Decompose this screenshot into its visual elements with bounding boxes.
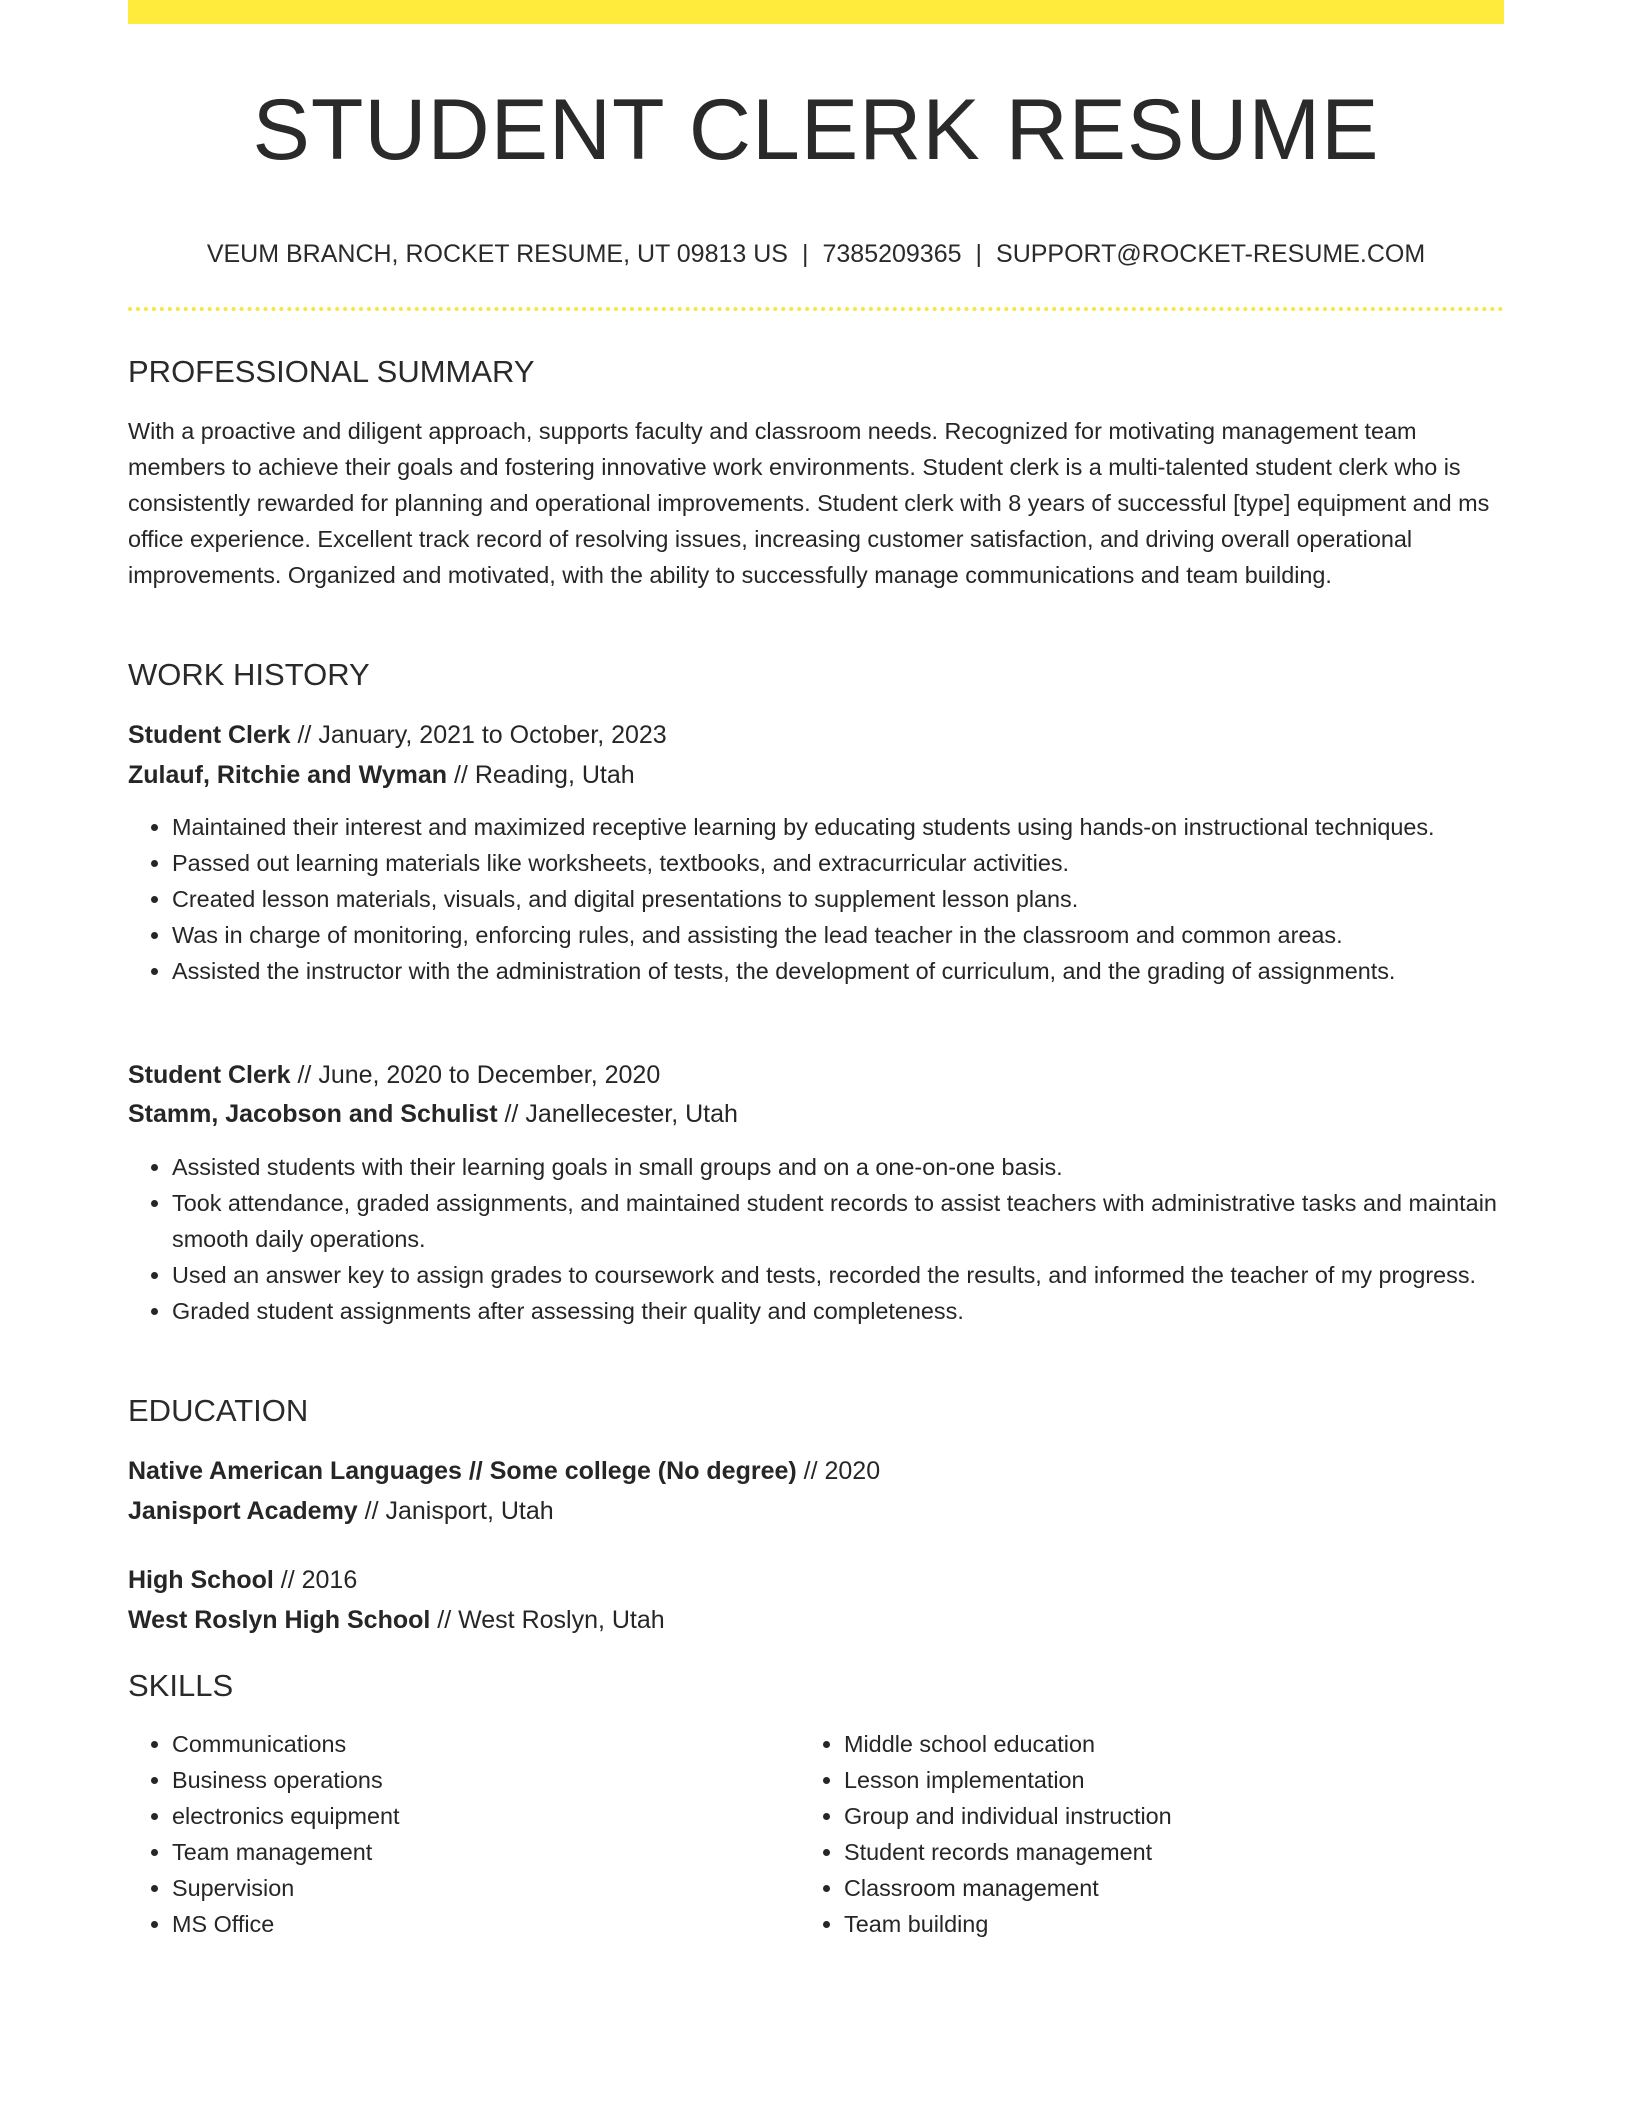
- accent-bar: [128, 0, 1504, 24]
- education-1-year: // 2020: [796, 1457, 881, 1485]
- education-1-location: // Janisport, Utah: [357, 1497, 554, 1525]
- job-2-title: Student Clerk: [128, 1061, 291, 1089]
- job-1-company: Zulauf, Ritchie and Wyman: [128, 761, 448, 789]
- summary-heading: PROFESSIONAL SUMMARY: [128, 354, 535, 389]
- list-item: • Passed out learning materials like worksheets, textbooks, and extracurricular activities.: [172, 845, 1504, 881]
- list-item: • Was in charge of monitoring, enforcing rules, and assisting the lead teacher in the classroom and common areas.: [172, 917, 1504, 953]
- education-2-degree: High School: [128, 1566, 274, 1594]
- education-1-school-line: [128, 1493, 554, 1529]
- education-2-school: West Roslyn High School: [128, 1606, 431, 1634]
- list-item: • Team management: [172, 1834, 808, 1870]
- education-2-degree-line: [128, 1562, 357, 1598]
- skills-heading: SKILLS: [128, 1668, 234, 1703]
- education-2-year: // 2016: [273, 1566, 358, 1594]
- skills-list-left: [128, 1726, 808, 1942]
- list-item: • Classroom management: [844, 1870, 1480, 1906]
- job-2-title-line: [128, 1057, 660, 1093]
- list-item: • Student records management: [844, 1834, 1480, 1870]
- job-2-company-line: [128, 1096, 738, 1132]
- list-item: • Assisted students with their learning goals in small groups and on a one-on-one basis.: [172, 1149, 1504, 1185]
- education-1-school: Janisport Academy: [128, 1497, 358, 1525]
- contact-email: SUPPORT@ROCKET-RESUME.COM: [996, 240, 1426, 268]
- list-item: • Communications: [172, 1726, 808, 1762]
- list-item: • Assisted the instructor with the administration of tests, the development of curriculum, and the grading of assignments.: [172, 953, 1504, 989]
- contact-line: [128, 236, 1504, 272]
- job-1-location: // Reading, Utah: [447, 761, 635, 789]
- job-1-title: Student Clerk: [128, 721, 291, 749]
- contact-separator: |: [801, 240, 809, 268]
- contact-address: VEUM BRANCH, ROCKET RESUME, UT 09813 US: [206, 240, 788, 268]
- list-item: • MS Office: [172, 1906, 808, 1942]
- list-item: • Maintained their interest and maximized receptive learning by educating students using hands-on instructional techniques.: [172, 809, 1504, 845]
- contact-separator: |: [975, 240, 983, 268]
- list-item: • Graded student assignments after assessing their quality and completeness.: [172, 1293, 1504, 1329]
- job-2-dates: // June, 2020 to December, 2020: [290, 1061, 661, 1089]
- job-2-location: // Janellecester, Utah: [497, 1100, 738, 1128]
- job-1-company-line: [128, 757, 635, 793]
- contact-phone: 7385209365: [822, 240, 962, 268]
- job-1-title-line: [128, 717, 667, 753]
- education-1-degree-line: [128, 1453, 880, 1489]
- list-item: • Supervision: [172, 1870, 808, 1906]
- education-2-school-line: [128, 1602, 665, 1638]
- job-1-dates: // January, 2021 to October, 2023: [290, 721, 667, 749]
- job-2-bullets: [128, 1149, 1504, 1329]
- list-item: • Lesson implementation: [844, 1762, 1480, 1798]
- list-item: • Took attendance, graded assignments, and maintained student records to assist teachers with administrative tasks and maintain smooth daily operations.: [172, 1185, 1504, 1257]
- education-1-degree: Native American Languages // Some college (No degree): [128, 1457, 797, 1485]
- education-2-location: // West Roslyn, Utah: [430, 1606, 665, 1634]
- dotted-divider: [128, 307, 1504, 311]
- skills-list-right: [800, 1726, 1480, 1942]
- list-item: • electronics equipment: [172, 1798, 808, 1834]
- list-item: • Middle school education: [844, 1726, 1480, 1762]
- list-item: • Business operations: [172, 1762, 808, 1798]
- education-heading: EDUCATION: [128, 1393, 309, 1428]
- job-2-company: Stamm, Jacobson and Schulist: [128, 1100, 498, 1128]
- list-item: • Used an answer key to assign grades to coursework and tests, recorded the results, and informed the teacher of my progress.: [172, 1257, 1504, 1293]
- summary-text: With a proactive and diligent approach, supports faculty and classroom needs. Recognized for motivating management team members to achieve their goals and fostering innovative work environments. Student clerk is a multi-talented student clerk who is consistently rewarded for planning and operational improvements. Student clerk with 8 years of successful [type] equipment and ms office experience. Excellent track record of resolving issues, increasing customer satisfaction, and driving overall operational improvements. Organized and motivated, with the ability to successfully manage communications and team building.: [128, 418, 1490, 588]
- job-1-bullets: [128, 809, 1504, 989]
- resume-title: STUDENT CLERK RESUME: [252, 82, 1380, 178]
- work-history-heading: WORK HISTORY: [128, 657, 370, 692]
- list-item: • Group and individual instruction: [844, 1798, 1480, 1834]
- list-item: • Created lesson materials, visuals, and digital presentations to supplement lesson plans.: [172, 881, 1504, 917]
- list-item: • Team building: [844, 1906, 1480, 1942]
